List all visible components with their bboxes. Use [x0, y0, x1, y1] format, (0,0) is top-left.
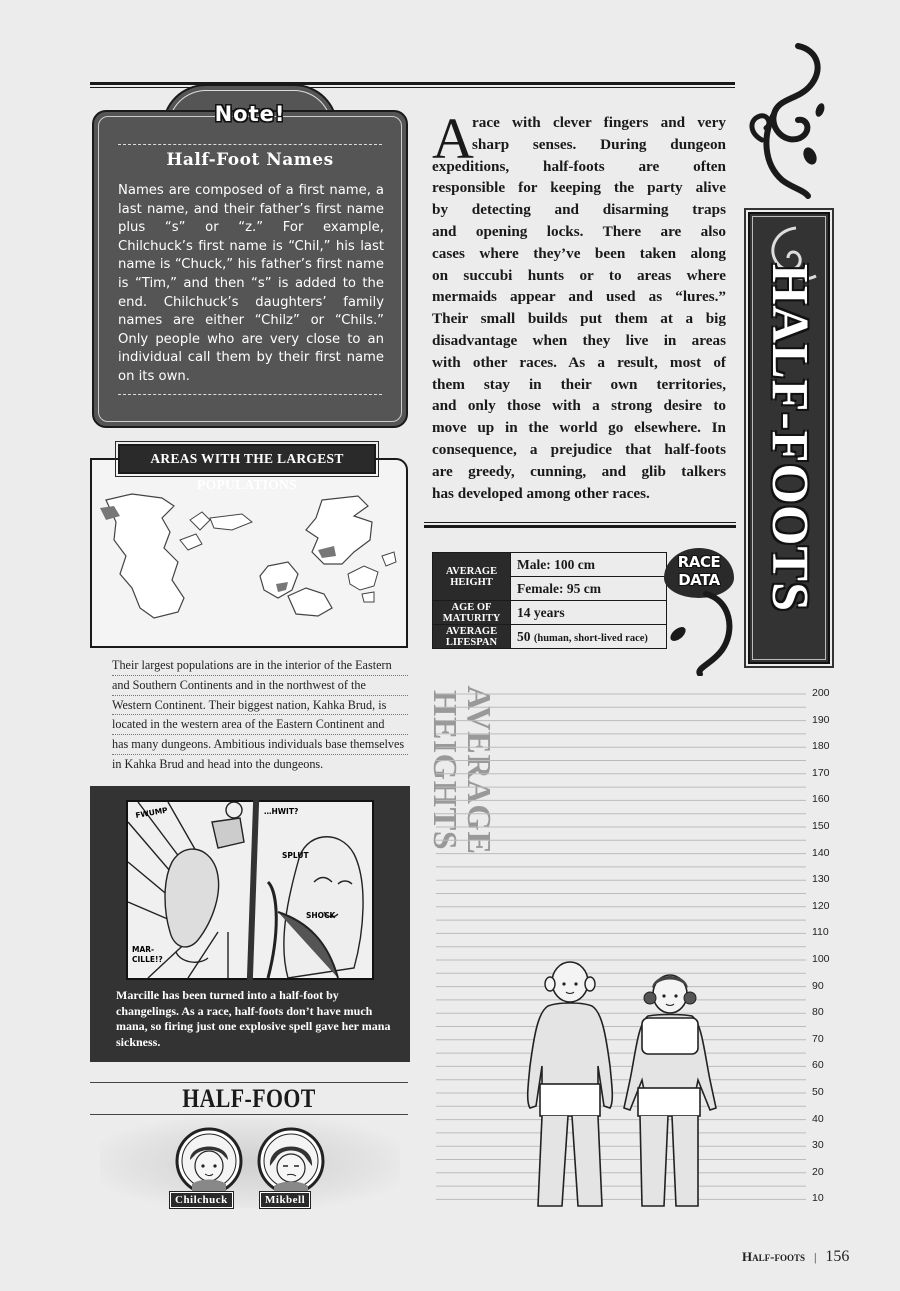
scale-label: 40 [812, 1112, 824, 1125]
scale-label: 180 [812, 740, 830, 753]
race-data-badge-text: RACE DATA [677, 553, 721, 589]
avatar-icon [174, 1126, 244, 1196]
svg-text:FWUMP: FWUMP [134, 805, 169, 820]
note-box [92, 102, 408, 428]
scale-label: 90 [812, 979, 824, 992]
scale-label: 190 [812, 713, 830, 726]
note-divider [118, 394, 382, 395]
characters-heading: HALF-FOOT [182, 1084, 316, 1113]
note-label: Note! [214, 102, 286, 126]
lifespan-value: 50 (human, short-lived race) [511, 625, 667, 649]
male-figure-icon [518, 956, 622, 1212]
page-number: 156 [825, 1248, 850, 1265]
section-rule [424, 522, 736, 528]
note-divider [118, 144, 382, 145]
scale-label: 140 [812, 846, 830, 859]
lifespan-label: AVERAGE LIFESPAN [433, 625, 511, 649]
page-footer: Half-foots | 156 [742, 1248, 850, 1265]
note-body: Names are composed of a first name, a last name, and their father’s first name plus “s” or “z.” For example, Chilchuck’s first name is “Chil,” his last name is “Chuck,” his father’s first name is “Tim,” and then “s” is added to the end. Chilchuck’s daughters’ family names are either “Chilz” or “Chils.” Only people who are very close to an individual call them by their first name on its own. [118, 183, 384, 384]
scale-label: 70 [812, 1032, 824, 1045]
swirl-ornament-icon [666, 590, 746, 676]
scale-label: 120 [812, 899, 830, 912]
character-name-mikbell: Mikbell [260, 1188, 310, 1207]
svg-text:…HWIT?: …HWIT? [264, 807, 299, 816]
svg-text:MAR-: MAR- [132, 945, 155, 954]
swirl-ornament-icon [738, 40, 828, 200]
avatar-icon [256, 1126, 326, 1196]
scale-label: 110 [812, 926, 829, 939]
footer-section: Half-foots [742, 1249, 805, 1264]
scale-label: 60 [812, 1059, 824, 1072]
female-height: Female: 95 cm [511, 577, 667, 601]
avg-height-label: AVERAGE HEIGHT [433, 553, 511, 601]
scale-label: 50 [812, 1086, 824, 1098]
scale-label: 80 [812, 1006, 824, 1019]
scale-label: 10 [812, 1192, 824, 1205]
scale-label: 170 [812, 766, 830, 779]
scale-label: 100 [812, 953, 830, 965]
male-height: Male: 100 cm [511, 553, 667, 577]
note-subtitle: Half-Foot Names [166, 150, 334, 170]
scale-label: 30 [812, 1139, 824, 1152]
svg-text:SPLUT: SPLUT [282, 851, 309, 860]
section-title: HALF-FOOTS [761, 263, 818, 613]
drop-cap: A [432, 106, 474, 171]
maturity-value: 14 years [511, 601, 667, 625]
character-name-chilchuck: Chilchuck [170, 1188, 233, 1207]
female-figure-icon [618, 970, 722, 1212]
svg-text:SHOCK: SHOCK [306, 911, 336, 920]
scale-label: 130 [812, 873, 830, 886]
manga-caption: Marcille has been turned into a half-foot by changelings. As a race, half-foots don’t have much mana, so firing just one explosive spell gave her mana sickness. [116, 988, 391, 1049]
map-label: AREAS WITH THE LARGEST POPULATIONS [118, 444, 376, 474]
main-body: race with clever fingers and very sharp senses. During dungeon expeditions, half-foots are often responsible for keeping the party alive by detecting and disarming traps and opening locks. There are also cases where they’ve been taken along on succubi hunts or to areas where mermaids appear and used as “lures.” Their small builds put them at a big disadvantage when they live in areas with other races. As a result, most of them stay in their own territories, and only those with a strong desire to move up in the world go elsewhere. In consequence, a prejudice that half-foots are greedy, cunning, and glib talkers has developed among other races. [432, 114, 726, 502]
heights-title: AVERAGE HEIGHTS [426, 685, 497, 855]
world-map-icon [92, 478, 406, 644]
scale-label: 200 [812, 687, 830, 699]
scale-label: 150 [812, 820, 830, 832]
scale-label: 20 [812, 1165, 824, 1178]
maturity-label: AGE OF MATURITY [433, 601, 511, 625]
scale-label: 160 [812, 793, 830, 806]
svg-text:CILLE!?: CILLE!? [132, 955, 163, 964]
map-caption: Their largest populations are in the interior of the Eastern and Southern Continents and in the northwest of the Western Continent. Their biggest nation, Kahka Brud, is located in the western area of the Eastern Continent and has many dungeons. Ambitious individuals base themselves in Kahka Brud and head into the dungeons. [112, 656, 408, 774]
race-data-table [432, 552, 667, 649]
